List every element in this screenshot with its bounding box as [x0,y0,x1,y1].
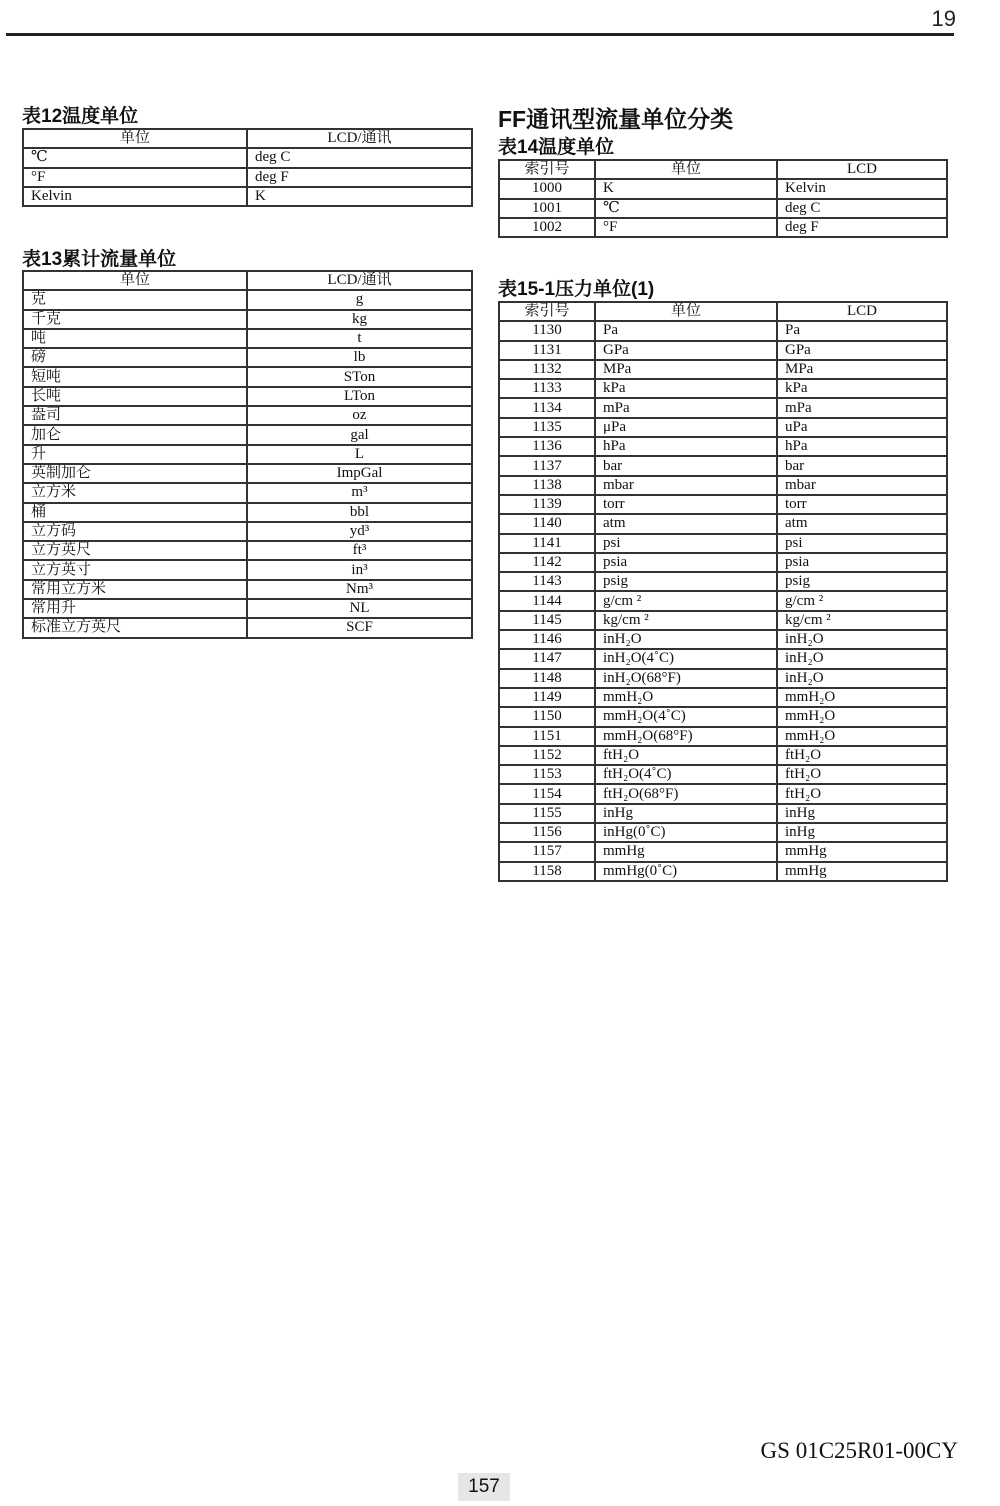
table-cell: 1142 [499,553,595,572]
table-cell: ftH₂O [777,765,947,784]
table-cell: 1001 [499,199,595,218]
table-row [499,418,947,437]
table-row [499,611,947,630]
table-cell: MPa [777,360,947,379]
table-cell: hPa [777,437,947,456]
table-row [23,148,472,167]
table-cell: gal [247,425,472,444]
table-row [23,560,472,579]
table-cell: 1133 [499,379,595,398]
table-row [499,630,947,649]
document-code: GS 01C25R01-00CY [760,1438,958,1463]
table-cell: 1149 [499,688,595,707]
table-cell: bbl [247,503,472,522]
table-row [499,707,947,726]
table-cell: 1136 [499,437,595,456]
table-row [23,522,472,541]
table-row [499,765,947,784]
table-cell: 短吨 [23,367,247,386]
table-row [23,387,472,406]
table-cell: kg/cm ² [777,611,947,630]
table-cell: 吨 [23,329,247,348]
table-row [23,348,472,367]
table-cell: psig [595,572,777,591]
table-row [23,580,472,599]
table-cell: GPa [777,341,947,360]
table-cell: ftH₂O(68°F) [595,784,777,803]
table-row [499,649,947,668]
table-cell: Pa [595,321,777,340]
table-cell: 标准立方英尺 [23,618,247,637]
table-row [499,804,947,823]
table-cell: 1138 [499,476,595,495]
table-cell: 常用升 [23,599,247,618]
table-cell: psi [595,534,777,553]
table-cell: inH₂O [777,649,947,668]
table-cell: K [247,187,472,206]
table-header-row [23,129,472,148]
table-cell: 1134 [499,398,595,417]
table-cell: °F [595,218,777,237]
table-cell: 立方码 [23,522,247,541]
table-row [499,572,947,591]
table-cell: 立方英尺 [23,541,247,560]
table-cell: 1130 [499,321,595,340]
table-cell: mmHg [777,842,947,861]
table14-title: 表14温度单位 [498,137,615,158]
table-cell: mmH₂O [777,727,947,746]
table-cell: 1140 [499,514,595,533]
table15-1-pressure-units [498,301,948,882]
table-cell: 克 [23,290,247,309]
table-cell: mbar [595,476,777,495]
table-cell: oz [247,406,472,425]
table-cell: Nm³ [247,580,472,599]
table-cell: 升 [23,445,247,464]
table-cell: 1145 [499,611,595,630]
table-row [499,591,947,610]
table-cell: K [595,179,777,198]
page-number-top: 19 [931,6,956,31]
table-row [499,746,947,765]
table15-1-title: 表15-1压力单位(1) [498,279,655,300]
table-cell: 1154 [499,784,595,803]
table-cell: 1150 [499,707,595,726]
table-row [23,367,472,386]
table-row [499,456,947,475]
table-row [23,599,472,618]
table-cell: inH₂O(4˚C) [595,649,777,668]
table-cell: t [247,329,472,348]
table-cell: kPa [595,379,777,398]
table-cell: °F [23,168,247,187]
table-header-row [23,271,472,290]
table-row [499,553,947,572]
table-cell: 1155 [499,804,595,823]
table-cell: 桶 [23,503,247,522]
table-cell: Kelvin [777,179,947,198]
column-header: LCD [777,160,947,179]
column-header: 单位 [595,160,777,179]
table-cell: 1152 [499,746,595,765]
table-cell: ℃ [595,199,777,218]
page-number-bottom: 157 [458,1473,510,1501]
table-cell: kPa [777,379,947,398]
table-cell: g/cm ² [595,591,777,610]
table-row [499,341,947,360]
table-cell: yd³ [247,522,472,541]
table-cell: mmHg [777,862,947,881]
table-row [499,495,947,514]
table-cell: ftH₂O [777,784,947,803]
table-cell: mPa [777,398,947,417]
column-header: LCD [777,302,947,321]
table-cell: inH₂O(68°F) [595,669,777,688]
table-row [23,290,472,309]
header-rule [6,33,954,36]
table13-totalized-flow-units [22,270,473,639]
table-cell: deg C [777,199,947,218]
table-cell: atm [777,514,947,533]
table-cell: 1143 [499,572,595,591]
table-cell: deg F [247,168,472,187]
table-cell: mbar [777,476,947,495]
table-cell: kg [247,310,472,329]
table-cell: 1131 [499,341,595,360]
table14-temperature-units [498,159,948,238]
table-cell: ℃ [23,148,247,167]
table-cell: bar [595,456,777,475]
table-cell: hPa [595,437,777,456]
table-cell: 1157 [499,842,595,861]
column-header: 单位 [23,271,247,290]
table-row [499,862,947,881]
table-cell: SCF [247,618,472,637]
table-cell: torr [595,495,777,514]
column-header: LCD/通讯 [247,129,472,148]
table-row [23,541,472,560]
table-cell: 英制加仑 [23,464,247,483]
table-row [499,398,947,417]
table-cell: mmH₂O [777,707,947,726]
table-row [499,727,947,746]
table-cell: 1000 [499,179,595,198]
table-cell: inH₂O [595,630,777,649]
table-cell: psia [777,553,947,572]
table-cell: ftH₂O(4˚C) [595,765,777,784]
table-row [23,503,472,522]
table-row [23,406,472,425]
table-cell: inH₂O [777,630,947,649]
table-cell: atm [595,514,777,533]
table-row [499,842,947,861]
table-row [23,329,472,348]
table-cell: bar [777,456,947,475]
table-row [499,199,947,218]
table-row [23,618,472,637]
table-row [499,179,947,198]
table-cell: 长吨 [23,387,247,406]
table-cell: kg/cm ² [595,611,777,630]
table-cell: g [247,290,472,309]
table-row [499,514,947,533]
table-cell: lb [247,348,472,367]
table-row [499,360,947,379]
table-cell: L [247,445,472,464]
table-row [23,187,472,206]
table-cell: 1156 [499,823,595,842]
table-cell: 立方米 [23,483,247,502]
table-cell: m³ [247,483,472,502]
table-cell: 1153 [499,765,595,784]
table-cell: 1141 [499,534,595,553]
column-header: 索引号 [499,302,595,321]
table-row [499,379,947,398]
table-cell: psi [777,534,947,553]
table-cell: Pa [777,321,947,340]
table-cell: inH₂O [777,669,947,688]
table-row [23,425,472,444]
table-cell: 1135 [499,418,595,437]
table-cell: mmHg [595,842,777,861]
section-title: FF通讯型流量单位分类 [498,106,734,132]
table-cell: torr [777,495,947,514]
table-cell: 1132 [499,360,595,379]
table-cell: inHg [777,804,947,823]
table-cell: mPa [595,398,777,417]
table-cell: mmH₂O [595,688,777,707]
table-cell: 盎司 [23,406,247,425]
table-cell: deg F [777,218,947,237]
table-cell: ftH₂O [777,746,947,765]
table-row [23,483,472,502]
table-cell: 1158 [499,862,595,881]
table-cell: STon [247,367,472,386]
table-cell: uPa [777,418,947,437]
table-cell: 1002 [499,218,595,237]
column-header: 单位 [595,302,777,321]
table12-temperature-units [22,128,473,207]
column-header: LCD/通讯 [247,271,472,290]
table-cell: 1151 [499,727,595,746]
table-row [499,823,947,842]
table-cell: psig [777,572,947,591]
table-cell: 1137 [499,456,595,475]
column-header: 索引号 [499,160,595,179]
table-cell: 加仑 [23,425,247,444]
table-cell: mmH₂O [777,688,947,707]
table-row [499,784,947,803]
table-cell: mmHg(0˚C) [595,862,777,881]
table-row [499,476,947,495]
table-header-row [499,160,947,179]
column-header: 单位 [23,129,247,148]
table-cell: 1146 [499,630,595,649]
table-cell: 千克 [23,310,247,329]
table-cell: in³ [247,560,472,579]
table-cell: 磅 [23,348,247,367]
table-row [23,445,472,464]
table-cell: 1147 [499,649,595,668]
table-cell: inHg [595,804,777,823]
table-cell: ftH₂O [595,746,777,765]
table-cell: mmH₂O(4˚C) [595,707,777,726]
table13-title: 表13累计流量单位 [22,249,177,270]
table-cell: 1144 [499,591,595,610]
table-row [23,310,472,329]
table-cell: psia [595,553,777,572]
table-cell: NL [247,599,472,618]
table-row [499,437,947,456]
table12-title: 表12温度单位 [22,106,139,127]
table-cell: inHg [777,823,947,842]
table-cell: μPa [595,418,777,437]
table-cell: Kelvin [23,187,247,206]
table-row [23,168,472,187]
table-row [23,464,472,483]
table-cell: mmH₂O(68°F) [595,727,777,746]
table-cell: g/cm ² [777,591,947,610]
table-cell: MPa [595,360,777,379]
table-row [499,218,947,237]
table-header-row [499,302,947,321]
table-cell: ImpGal [247,464,472,483]
table-row [499,669,947,688]
table-cell: 1148 [499,669,595,688]
table-cell: LTon [247,387,472,406]
table-cell: ft³ [247,541,472,560]
table-row [499,321,947,340]
table-row [499,688,947,707]
table-cell: deg C [247,148,472,167]
table-cell: 1139 [499,495,595,514]
table-cell: inHg(0˚C) [595,823,777,842]
table-row [499,534,947,553]
table-cell: GPa [595,341,777,360]
table-cell: 常用立方米 [23,580,247,599]
table-cell: 立方英寸 [23,560,247,579]
